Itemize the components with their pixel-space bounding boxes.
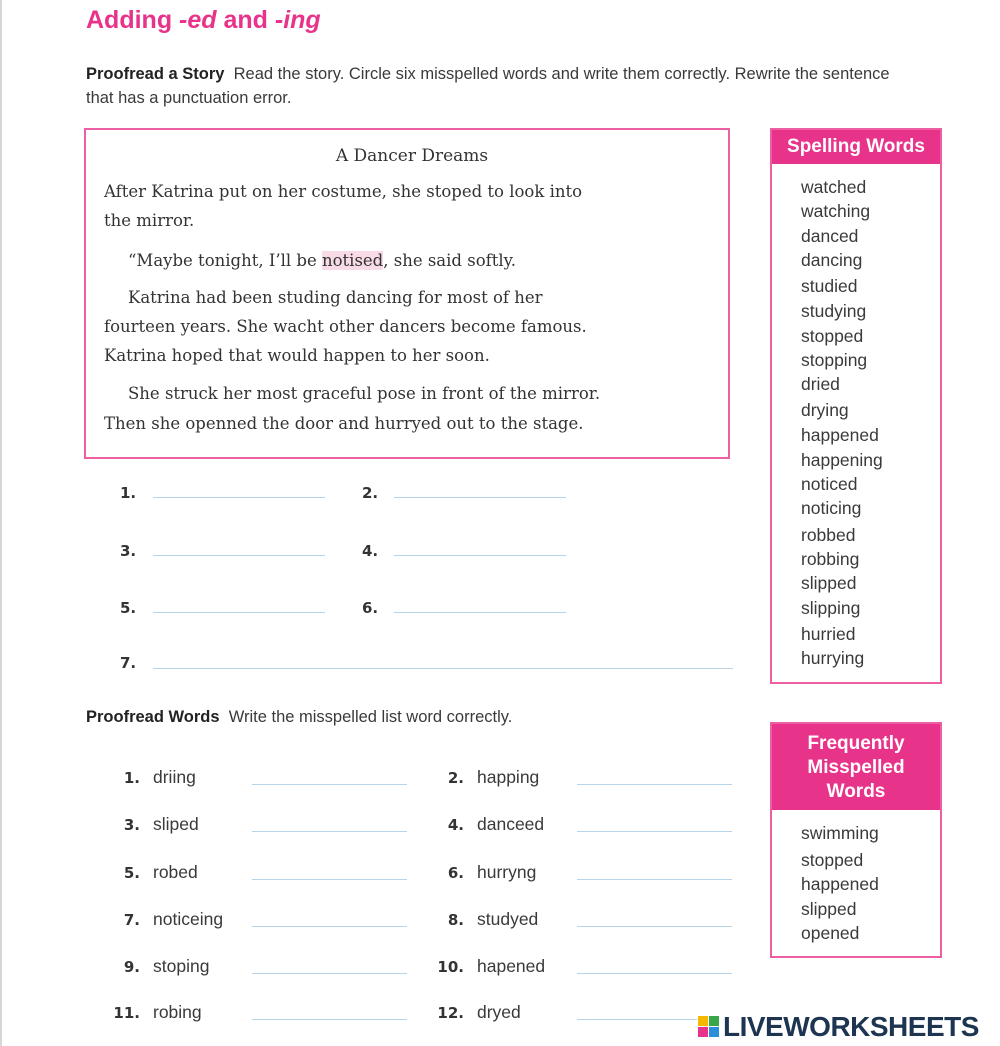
misspelled-word: dryed [477,1002,521,1022]
spelling-word: happened [801,425,879,445]
frequently-misspelled-box [770,722,942,958]
story-instruction-text: Read the story. Circle six misspelled words and write them correctly. Rewrite the sentence that has a punctuation error. [86,65,890,107]
correction-field-9[interactable] [252,973,407,974]
answer-field-4[interactable] [394,555,566,556]
logo-icon [698,1016,720,1038]
answer-number: 5. [120,599,137,617]
frequent-word: stopped [801,850,864,870]
spelling-word: hurried [801,624,856,644]
item-number: 4. [447,816,464,834]
item-number: 10. [437,958,464,976]
story-line: She struck her most graceful pose in front of the mirror. [128,384,601,403]
answer-field-7[interactable] [153,668,733,669]
answer-field-6[interactable] [394,612,566,613]
correction-field-2[interactable] [577,784,732,785]
spelling-word: slipped [801,573,857,593]
spelling-word: slipping [801,598,861,618]
highlighted-word[interactable]: notised [321,251,384,270]
item-number: 6. [447,864,464,882]
frequent-word: opened [801,923,860,943]
item-number: 1. [123,769,140,787]
correction-field-12[interactable] [577,1019,697,1020]
spelling-word: stopping [801,350,868,370]
misspelled-word: hapened [477,956,546,976]
story-line: After Katrina put on her costume, she stoped to look into [104,182,583,201]
misspelled-word: studyed [477,909,539,929]
liveworksheets-logo [698,1011,979,1043]
misspelled-word: driing [153,767,196,787]
misspelled-word: noticeing [153,909,224,929]
item-number: 7. [123,911,140,929]
correction-field-3[interactable] [252,831,407,832]
answer-field-2[interactable] [394,497,566,498]
misspelled-word: stoping [153,956,210,976]
spelling-word: hurrying [801,648,865,668]
item-number: 2. [447,769,464,787]
correction-field-10[interactable] [577,973,732,974]
spelling-word: happening [801,450,883,470]
correction-field-8[interactable] [577,926,732,927]
spelling-word: noticing [801,498,862,518]
item-number: 9. [123,958,140,976]
spelling-word: noticed [801,474,858,494]
spelling-word: robbing [801,549,860,569]
item-number: 11. [113,1004,140,1022]
answer-field-3[interactable] [153,555,325,556]
item-number: 12. [437,1004,464,1022]
spelling-word: watching [801,201,871,221]
story-line: fourteen years. She wacht other dancers become famous. [104,317,587,336]
spelling-words-heading: Spelling Words [772,130,940,164]
proofread-words-instruction-text: Write the misspelled list word correctly. [228,708,513,726]
frequent-word: slipped [801,899,857,919]
frequent-word: swimming [801,823,879,843]
story-line: “Maybe tonight, I’ll be notised, she said softly. [128,251,517,270]
frequently-misspelled-heading: Frequently Misspelled Words [772,724,940,810]
correction-field-7[interactable] [252,926,407,927]
misspelled-word: sliped [153,814,199,834]
spelling-word: studying [801,301,867,321]
answer-field-5[interactable] [153,612,325,613]
item-number: 3. [123,816,140,834]
answer-number: 1. [120,484,137,502]
correction-field-6[interactable] [577,879,732,880]
misspelled-word: happing [477,767,540,787]
misspelled-word: robed [153,862,198,882]
misspelled-word: danceed [477,814,545,834]
section-heading-proofread-story: Proofread a Story [86,65,225,83]
answer-field-1[interactable] [153,497,325,498]
misspelled-word: robing [153,1002,202,1022]
answer-number: 4. [362,542,379,560]
answer-number: 2. [362,484,379,502]
spelling-word: drying [801,400,849,420]
item-number: 5. [123,864,140,882]
spelling-word: stopped [801,326,864,346]
correction-field-11[interactable] [252,1019,407,1020]
story-instructions [86,62,906,110]
story-box [84,128,730,459]
spelling-word: dancing [801,250,863,270]
section-heading-proofread-words: Proofread Words [86,708,220,726]
story-line: Katrina hoped that would happen to her soon. [104,346,490,365]
story-line: the mirror. [104,211,195,230]
spelling-word: watched [801,177,867,197]
spelling-word: danced [801,226,859,246]
frequent-word: happened [801,874,879,894]
logo-text: LIVEWORKSHEETS [723,1011,979,1042]
story-title: A Dancer Dreams [335,146,489,166]
spelling-word: dried [801,374,840,394]
correction-field-1[interactable] [252,784,407,785]
spelling-words-box [770,128,942,684]
spelling-word: studied [801,276,858,296]
story-line: Then she openned the door and hurryed out to the stage. [104,414,584,433]
answer-number: 6. [362,599,379,617]
answer-number: 3. [120,542,137,560]
page-title: Adding -ed and -ing [86,6,321,34]
correction-field-4[interactable] [577,831,732,832]
proofread-words-instructions [86,708,512,727]
correction-field-5[interactable] [252,879,407,880]
answer-number: 7. [120,654,137,672]
story-line: Katrina had been studing dancing for most of her [128,288,543,307]
spelling-word: robbed [801,525,856,545]
item-number: 8. [447,911,464,929]
misspelled-word: hurryng [477,862,537,882]
page-edge [0,0,2,1046]
